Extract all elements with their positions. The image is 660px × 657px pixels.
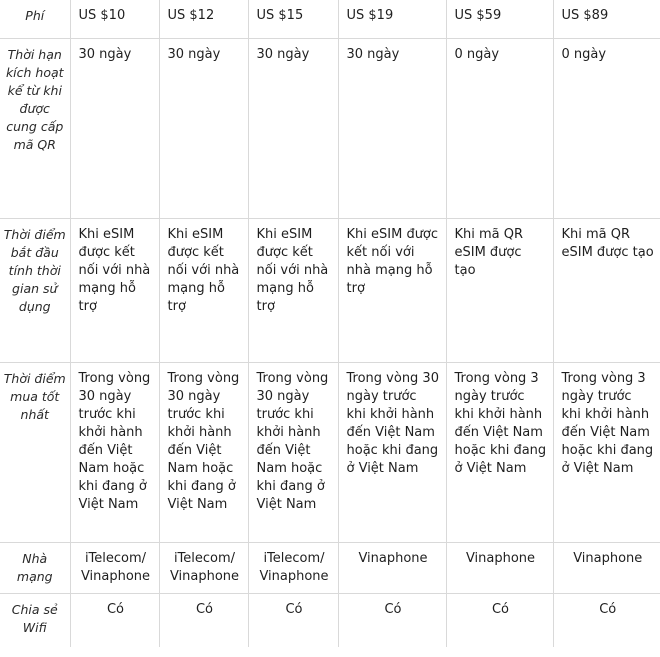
price-cell: US $12 — [159, 0, 248, 39]
carrier-cell: Vinaphone — [553, 543, 660, 594]
table-row-best-purchase-time — [0, 363, 660, 543]
usage-start-cell: Khi eSIM được kết nối với nhà mạng hỗ trợ — [70, 219, 159, 363]
best-purchase-time-cell: Trong vòng 30 ngày trước khi khởi hành đến Việt Nam hoặc khi đang ở Việt Nam — [338, 363, 446, 543]
table-row-carrier — [0, 543, 660, 594]
table-row-wifi-sharing — [0, 594, 660, 648]
activation-period-cell: 30 ngày — [159, 39, 248, 219]
price-cell: US $19 — [338, 0, 446, 39]
wifi-sharing-cell: Có — [338, 594, 446, 648]
activation-period-cell: 0 ngày — [446, 39, 553, 219]
usage-start-cell: Khi eSIM được kết nối với nhà mạng hỗ trợ — [248, 219, 338, 363]
activation-period-cell: 30 ngày — [338, 39, 446, 219]
carrier-cell: iTelecom/ Vinaphone — [70, 543, 159, 594]
best-purchase-time-cell: Trong vòng 30 ngày trước khi khởi hành đến Việt Nam hoặc khi đang ở Việt Nam — [248, 363, 338, 543]
row-header-best-purchase-time: Thời điểm mua tốt nhất — [0, 363, 70, 543]
table-row-activation-period — [0, 39, 660, 219]
activation-period-cell: 0 ngày — [553, 39, 660, 219]
carrier-cell: Vinaphone — [446, 543, 553, 594]
activation-period-cell: 30 ngày — [248, 39, 338, 219]
best-purchase-time-cell: Trong vòng 30 ngày trước khi khởi hành đến Việt Nam hoặc khi đang ở Việt Nam — [70, 363, 159, 543]
wifi-sharing-cell: Có — [446, 594, 553, 648]
usage-start-cell: Khi mã QR eSIM được tạo — [553, 219, 660, 363]
wifi-sharing-cell: Có — [248, 594, 338, 648]
carrier-cell: iTelecom/ Vinaphone — [159, 543, 248, 594]
row-header-usage-start: Thời điểm bắt đầu tính thời gian sử dụng — [0, 219, 70, 363]
activation-period-cell: 30 ngày — [70, 39, 159, 219]
usage-start-cell: Khi mã QR eSIM được tạo — [446, 219, 553, 363]
price-cell: US $15 — [248, 0, 338, 39]
price-cell: US $10 — [70, 0, 159, 39]
carrier-cell: iTelecom/ Vinaphone — [248, 543, 338, 594]
usage-start-cell: Khi eSIM được kết nối với nhà mạng hỗ trợ — [338, 219, 446, 363]
best-purchase-time-cell: Trong vòng 30 ngày trước khi khởi hành đến Việt Nam hoặc khi đang ở Việt Nam — [159, 363, 248, 543]
row-header-activation-period: Thời hạn kích hoạt kể từ khi được cung cấp mã QR — [0, 39, 70, 219]
wifi-sharing-cell: Có — [70, 594, 159, 648]
row-header-wifi-sharing: Chia sẻ Wifi — [0, 594, 70, 648]
price-cell: US $89 — [553, 0, 660, 39]
carrier-cell: Vinaphone — [338, 543, 446, 594]
best-purchase-time-cell: Trong vòng 3 ngày trước khi khởi hành đến Việt Nam hoặc khi đang ở Việt Nam — [553, 363, 660, 543]
price-cell: US $59 — [446, 0, 553, 39]
wifi-sharing-cell: Có — [553, 594, 660, 648]
table-row-price — [0, 0, 660, 39]
table-row-usage-start — [0, 219, 660, 363]
row-header-price: Phí — [0, 0, 70, 39]
best-purchase-time-cell: Trong vòng 3 ngày trước khi khởi hành đến Việt Nam hoặc khi đang ở Việt Nam — [446, 363, 553, 543]
wifi-sharing-cell: Có — [159, 594, 248, 648]
row-header-carrier: Nhà mạng — [0, 543, 70, 594]
usage-start-cell: Khi eSIM được kết nối với nhà mạng hỗ trợ — [159, 219, 248, 363]
